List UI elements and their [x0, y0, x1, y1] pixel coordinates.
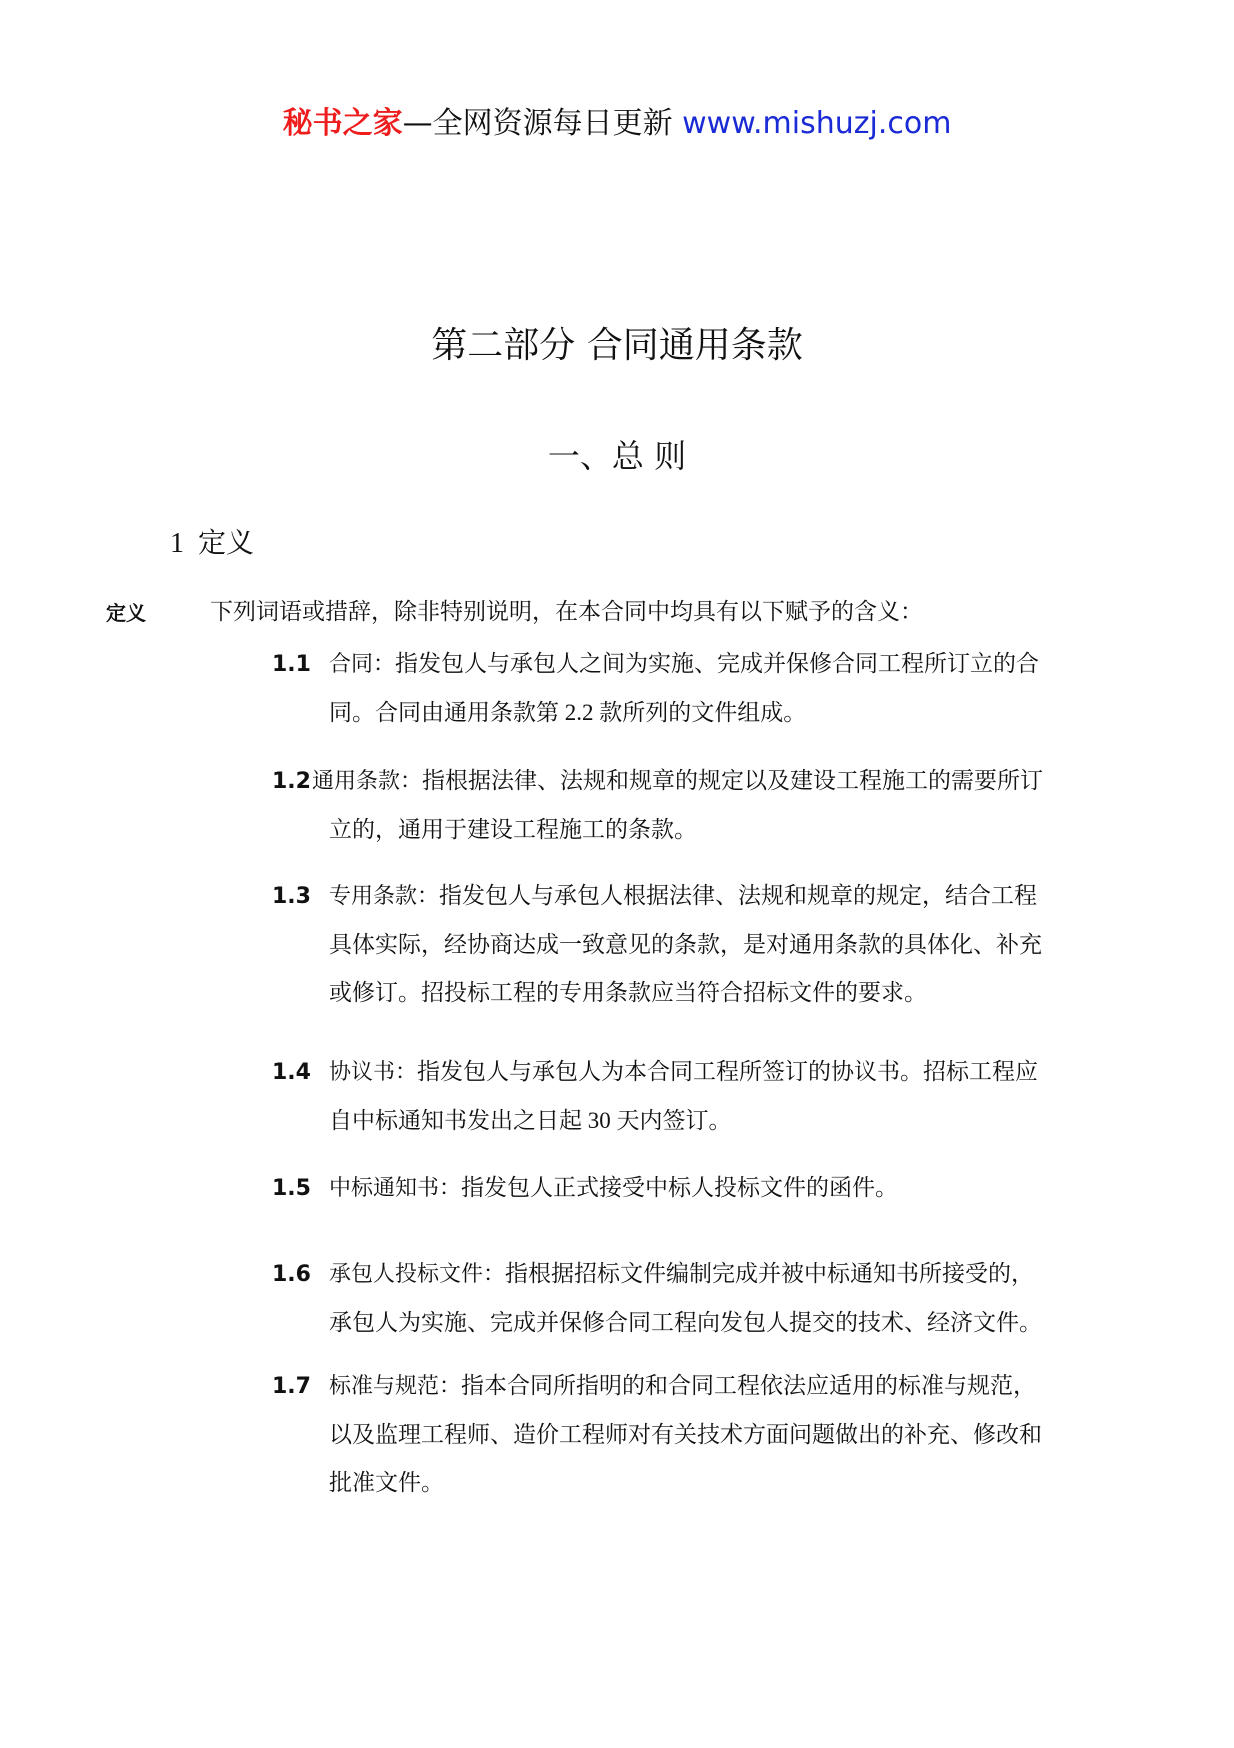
clause-item — [272, 1250, 1122, 1347]
clause-term: 标准与规范： — [329, 1374, 462, 1399]
clause-first-line — [272, 640, 1122, 689]
clause-item — [272, 1362, 1122, 1507]
clause-definition: 指根据招标文件编制完成并被中标通知书所接受的， — [505, 1261, 1035, 1286]
clause-continuation: 承包人为实施、完成并保修合同工程向发包人提交的技术、经济文件。 — [329, 1310, 1042, 1335]
intro-paragraph: 下列词语或措辞，除非特别说明，在本合同中均具有以下赋予的含义： — [210, 599, 923, 625]
margin-label: 定义 — [106, 601, 146, 625]
clause-term: 中标通知书： — [329, 1176, 462, 1201]
clause-first-line — [272, 1164, 1122, 1213]
clause-term: 通用条款： — [312, 769, 423, 794]
section-title: 定义 — [198, 526, 255, 559]
banner-slogan: —全网资源每日更新 — [402, 106, 683, 141]
clause-continuation: 自中标通知书发出之日起 30 天内签订。 — [329, 1108, 732, 1133]
clause-first-line — [272, 1048, 1122, 1097]
chapter-title: 一、总 则 — [547, 437, 687, 475]
clause-number: 1.5 — [272, 1176, 311, 1201]
clause-definition: 指本合同所指明的和合同工程依法应适用的标准与规范， — [461, 1373, 1037, 1398]
clause-first-line — [272, 1362, 1122, 1411]
clause-number: 1.7 — [272, 1374, 311, 1399]
site-banner — [0, 102, 1234, 146]
clause-continuation: 以及监理工程师、造价工程师对有关技术方面问题做出的补充、修改和 — [329, 1422, 1042, 1447]
clause-definition: 指发包人与承包人为本合同工程所签订的协议书。招标工程应 — [417, 1059, 1039, 1084]
clause-definition: 指发包人与承包人之间为实施、完成并保修合同工程所订立的合 — [395, 651, 1040, 676]
clause-item — [272, 1048, 1122, 1145]
clause-term: 协议书： — [329, 1060, 418, 1085]
clause-continuation: 或修订。招投标工程的专用条款应当符合招标文件的要求。 — [329, 980, 927, 1005]
clause-continuation: 同。合同由通用条款第 2.2 款所列的文件组成。 — [329, 700, 807, 725]
clause-first-line — [272, 757, 1122, 806]
banner-url-link[interactable]: www.mishuzj.com — [682, 106, 952, 141]
clause-item — [272, 1164, 1122, 1213]
banner-brand: 秘书之家 — [282, 106, 403, 141]
clause-number: 1.1 — [272, 652, 311, 677]
clause-first-line — [272, 872, 1122, 921]
clause-number: 1.4 — [272, 1060, 311, 1085]
clause-definition: 指根据法律、法规和规章的规定以及建设工程施工的需要所订 — [422, 768, 1044, 793]
section-number: 1 — [170, 528, 184, 559]
clause-term: 合同： — [329, 652, 396, 677]
clause-definition: 指发包人正式接受中标人投标文件的函件。 — [461, 1175, 899, 1200]
clause-definition: 指发包人与承包人根据法律、法规和规章的规定，结合工程 — [439, 883, 1038, 908]
part-title: 第二部分 合同通用条款 — [431, 325, 803, 366]
clause-item — [272, 640, 1122, 737]
clause-continuation: 批准文件。 — [329, 1470, 444, 1495]
clause-item — [272, 757, 1122, 854]
clause-item — [272, 872, 1122, 1017]
clause-number: 1.6 — [272, 1262, 311, 1287]
clause-term: 承包人投标文件： — [329, 1262, 506, 1287]
clause-continuation: 立的，通用于建设工程施工的条款。 — [329, 817, 697, 842]
clause-first-line — [272, 1250, 1122, 1299]
clause-number: 1.3 — [272, 884, 311, 909]
clause-number: 1.2 — [272, 769, 311, 794]
clause-continuation: 具体实际，经协商达成一致意见的条款，是对通用条款的具体化、补充 — [329, 932, 1042, 957]
section-heading — [170, 523, 254, 564]
clause-term: 专用条款： — [329, 884, 440, 909]
